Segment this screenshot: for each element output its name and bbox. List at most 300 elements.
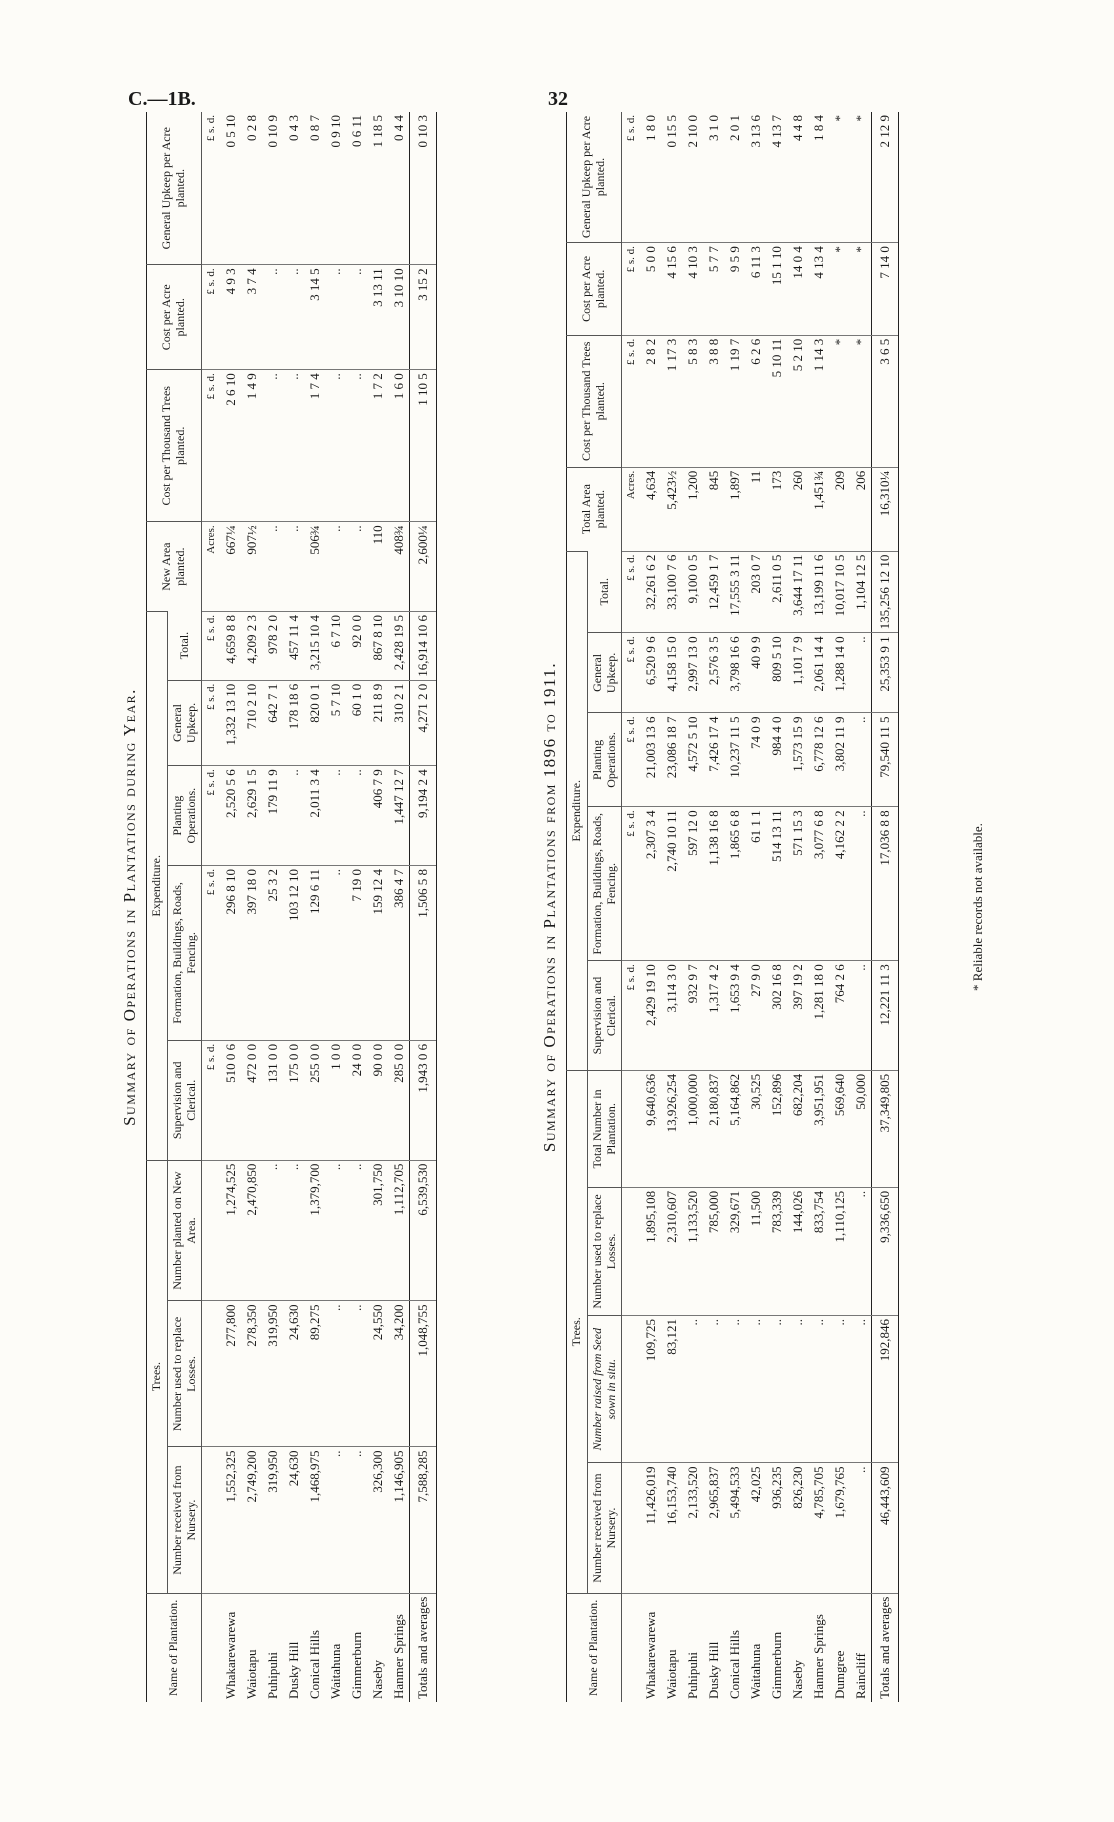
unit-cell: £ s. d. <box>622 335 641 467</box>
table-cell: 472 0 0 <box>241 1040 262 1160</box>
table-row <box>766 112 787 1702</box>
table-cell: 211 8 9 <box>367 680 388 766</box>
table-row <box>220 112 241 1702</box>
table-cell: 4 13 7 <box>768 115 784 148</box>
unit-cell <box>622 1070 641 1187</box>
table-cell: 310 2 1 <box>388 680 410 766</box>
table-cell: .. <box>850 1187 872 1315</box>
table-cell: 61 1 1 <box>745 807 766 961</box>
unit-cell: £ s. d. <box>622 243 641 336</box>
table-cell: 5,423½ <box>661 467 682 551</box>
table-cell: 131 0 0 <box>262 1040 283 1160</box>
table-cell: 9 5 9 <box>724 243 745 336</box>
table-cell: 1 7 4 <box>304 370 325 522</box>
plantation-name: Puhipuhi <box>262 1593 283 1702</box>
table-cell: 159 12 4 <box>367 866 388 1041</box>
table-cell: 144,026 <box>787 1187 808 1315</box>
t2-col-total-area: Total Area planted. <box>567 467 622 551</box>
table-cell: 1 17 3 <box>661 335 682 467</box>
table-cell: 506¾ <box>304 522 325 612</box>
table-row <box>367 112 388 1702</box>
table-cell: .. <box>346 522 367 612</box>
table-cell: 2 0 1 <box>726 115 742 141</box>
table-cell: 1,101 7 9 <box>787 633 808 713</box>
table-cell: 7 14 0 <box>872 243 899 336</box>
t1-col-upkeep: General Upkeep. <box>167 680 202 766</box>
table-row <box>724 112 745 1702</box>
table-cell: 11,426,019 <box>640 1463 661 1593</box>
table-cell: 833,754 <box>808 1187 829 1315</box>
table-row <box>829 112 850 1702</box>
table-cell: 4 9 3 <box>220 265 241 370</box>
table-cell: 3 14 5 <box>304 265 325 370</box>
table-cell: 2,310,607 <box>661 1187 682 1315</box>
table-cell: 1,468,975 <box>304 1447 325 1593</box>
table-cell: 2,428 19 5 <box>388 611 410 680</box>
units-row <box>622 112 641 1702</box>
table-cell: 40 9 9 <box>745 633 766 713</box>
table-cell: 3 7 4 <box>241 265 262 370</box>
table-cell: 11,500 <box>745 1187 766 1315</box>
table-cell: 0 9 10 <box>327 115 343 148</box>
plantation-name: Dusky Hill <box>703 1593 724 1702</box>
table-cell: 4,659 8 8 <box>220 611 241 680</box>
table-cell: 3,951,951 <box>808 1070 829 1187</box>
table-cell: 21,003 13 6 <box>640 713 661 807</box>
table-cell: 5 0 0 <box>640 243 661 336</box>
table-cell: .. <box>346 265 367 370</box>
unit-cell <box>622 1315 641 1462</box>
table-cell: 682,204 <box>787 1070 808 1187</box>
t2-col-seed: Number raised from Seed sown in situ. <box>587 1315 622 1462</box>
table-cell: 0 8 7 <box>306 115 322 141</box>
t2-col-supervision: Supervision and Clerical. <box>587 961 622 1071</box>
document-id: C.—1B. <box>128 88 196 110</box>
table-cell: 1,447 12 7 <box>388 766 410 866</box>
table-cell: 9,640,636 <box>640 1070 661 1187</box>
table-row <box>703 112 724 1702</box>
table-cell: 406 7 9 <box>367 766 388 866</box>
table-cell: 4,271 2 0 <box>410 680 437 766</box>
unit-cell: £ s. d. <box>622 807 641 961</box>
table-cell: 285 0 0 <box>388 1040 410 1160</box>
table-cell: 24,630 <box>283 1301 304 1447</box>
table-cell: 173 <box>766 467 787 551</box>
t1-col-new-area-trees: Number planted on New Area. <box>167 1160 202 1301</box>
plantation-name: Naseby <box>367 1593 388 1702</box>
table-cell: 932 9 7 <box>682 961 703 1071</box>
table-cell: 1 8 4 <box>810 115 826 141</box>
table-cell: 3,802 11 9 <box>829 713 850 807</box>
table-cell: 5,494,533 <box>724 1463 745 1593</box>
table-cell: 110 <box>367 522 388 612</box>
table-cell: 11 <box>745 467 766 551</box>
table-cell: 2 12 9 <box>872 112 899 243</box>
table-cell: 32,261 6 2 <box>640 551 661 633</box>
table-cell: 152,896 <box>766 1070 787 1187</box>
table1-body <box>202 112 437 1702</box>
table1-title: Summary of Operations in Plantations during Year. <box>120 688 139 1126</box>
table-cell: 907½ <box>241 522 262 612</box>
plantation-name: Hanmer Springs <box>388 1593 410 1702</box>
table-cell: 2,061 14 4 <box>808 633 829 713</box>
table-cell: 785,000 <box>703 1187 724 1315</box>
table-cell: 408¾ <box>388 522 410 612</box>
table-cell: 3,798 16 6 <box>724 633 745 713</box>
table-cell: 845 <box>703 467 724 551</box>
table-cell: .. <box>850 1463 872 1593</box>
plantation-name: Raincliff <box>850 1593 872 1702</box>
table-cell: 15 1 10 <box>766 243 787 336</box>
table-cell: 4,634 <box>640 467 661 551</box>
table-row <box>304 112 325 1702</box>
table-cell: 4,572 5 10 <box>682 713 703 807</box>
table-cell: 1,897 <box>724 467 745 551</box>
table-cell: 710 2 10 <box>241 680 262 766</box>
table-cell: 192,846 <box>872 1315 899 1462</box>
table-cell: 1,200 <box>682 467 703 551</box>
table-cell: 6,539,530 <box>410 1160 437 1301</box>
table-cell: 4 15 6 <box>661 243 682 336</box>
unit-cell <box>202 1447 221 1593</box>
table-cell: 6 7 10 <box>325 611 346 680</box>
table-cell: 302 16 8 <box>766 961 787 1071</box>
unit-cell <box>202 1160 221 1301</box>
plantation-name: Dumgree <box>829 1593 850 1702</box>
table-cell: 4 13 4 <box>808 243 829 336</box>
table-cell: 25,353 9 1 <box>872 633 899 713</box>
table-cell: 27 9 0 <box>745 961 766 1071</box>
table-cell: 3 15 2 <box>410 265 437 370</box>
table-cell: .. <box>325 1160 346 1301</box>
table-cell: 1,112,705 <box>388 1160 410 1301</box>
table-cell: 2,470,850 <box>241 1160 262 1301</box>
table-cell: 1,679,765 <box>829 1463 850 1593</box>
table-cell: 83,121 <box>661 1315 682 1462</box>
totals-row <box>410 112 437 1702</box>
table-cell: 3,644 17 11 <box>787 551 808 633</box>
table-cell: 667¼ <box>220 522 241 612</box>
table-cell: 135,256 12 10 <box>872 551 899 633</box>
t2-col-name: Name of Plantation. <box>567 1593 622 1702</box>
table-cell: 1,104 12 5 <box>850 551 872 633</box>
table-cell: 0 6 11 <box>348 115 364 148</box>
table-cell: .. <box>346 1160 367 1301</box>
unit-cell <box>622 1187 641 1315</box>
table-cell: 7,588,285 <box>410 1447 437 1593</box>
table-cell: 14 0 4 <box>787 243 808 336</box>
table-cell: 984 4 0 <box>766 713 787 807</box>
table-cell: .. <box>325 265 346 370</box>
t1-col-cost-acre: Cost per Acre planted. <box>147 265 202 370</box>
table-cell: .. <box>724 1315 745 1462</box>
table-cell: 90 0 0 <box>367 1040 388 1160</box>
table-cell: 175 0 0 <box>283 1040 304 1160</box>
table-row <box>745 112 766 1702</box>
plantation-name: Waiotapu <box>661 1593 682 1702</box>
table-cell: 397 18 0 <box>241 866 262 1041</box>
unit-cell: £ s. d. <box>202 370 221 522</box>
table-cell: 60 1 0 <box>346 680 367 766</box>
t1-col-planting: Planting Operations. <box>167 766 202 866</box>
table-cell: 0 15 5 <box>663 115 679 148</box>
table-cell: 4,158 15 0 <box>661 633 682 713</box>
table-cell: .. <box>325 370 346 522</box>
table-cell: 2,011 3 4 <box>304 766 325 866</box>
table-cell: 6 2 6 <box>745 335 766 467</box>
t1-col-total: Total. <box>167 611 202 680</box>
table-cell: 33,100 7 6 <box>661 551 682 633</box>
table-cell: 319,950 <box>262 1301 283 1447</box>
table-cell: 319,950 <box>262 1447 283 1593</box>
table-cell: 2,749,200 <box>241 1447 262 1593</box>
table-cell: .. <box>283 1160 304 1301</box>
table-cell: 1,943 0 6 <box>410 1040 437 1160</box>
unit-cell: £ s. d. <box>622 551 641 633</box>
t2-col-cost-acre: Cost per Acre planted. <box>567 243 622 336</box>
plantation-name: Whakarewarewa <box>220 1593 241 1702</box>
table-cell: 936,235 <box>766 1463 787 1593</box>
table-cell: 2,600¼ <box>410 522 437 612</box>
table-cell: 23,086 18 7 <box>661 713 682 807</box>
table-cell: 4,785,705 <box>808 1463 829 1593</box>
unit-cell: £ s. d. <box>622 633 641 713</box>
table-cell: 1,317 4 2 <box>703 961 724 1071</box>
table-cell: .. <box>325 1447 346 1593</box>
unit-cell <box>202 1593 221 1702</box>
table-cell: .. <box>283 766 304 866</box>
t2-col-upkeep-acre: General Upkeep per Acre planted. <box>567 112 622 243</box>
table-cell: .. <box>850 713 872 807</box>
table-cell: .. <box>850 1315 872 1462</box>
table-cell: .. <box>346 1447 367 1593</box>
table-cell: * <box>850 243 872 336</box>
table-cell: 5 7 7 <box>703 243 724 336</box>
table-cell: 1,048,755 <box>410 1301 437 1447</box>
table-row <box>388 112 410 1702</box>
table-cell: 2 10 0 <box>684 115 700 148</box>
table-cell: 255 0 0 <box>304 1040 325 1160</box>
table-cell: 569,640 <box>829 1070 850 1187</box>
table-cell: 1,110,125 <box>829 1187 850 1315</box>
footnote: * Reliable records not available. <box>970 823 985 991</box>
table-cell: 1 8 0 <box>642 115 658 141</box>
t1-col-new-area: New Area planted. <box>147 522 202 612</box>
table-cell: * <box>829 243 850 336</box>
table-row <box>682 112 703 1702</box>
table-cell: 597 12 0 <box>682 807 703 961</box>
table-cell: 42,025 <box>745 1463 766 1593</box>
table-cell: 7,426 17 4 <box>703 713 724 807</box>
table-cell: .. <box>262 1160 283 1301</box>
table-cell: 209 <box>829 467 850 551</box>
table-cell: 2,740 10 11 <box>661 807 682 961</box>
table-cell: 764 2 6 <box>829 961 850 1071</box>
table-cell: 4,209 2 3 <box>241 611 262 680</box>
table-cell: 17,555 3 11 <box>724 551 745 633</box>
table-cell: .. <box>850 807 872 961</box>
unit-cell: £ s. d. <box>205 115 218 142</box>
table-cell: * <box>850 335 872 467</box>
table-cell: 1,895,108 <box>640 1187 661 1315</box>
table-cell: 1,332 13 10 <box>220 680 241 766</box>
table-cell: 5 8 3 <box>682 335 703 467</box>
table-cell: 2,180,837 <box>703 1070 724 1187</box>
table-cell: * <box>831 115 847 122</box>
table-row <box>808 112 829 1702</box>
table-cell: 1 0 0 <box>325 1040 346 1160</box>
table-cell: 24 0 0 <box>346 1040 367 1160</box>
t1-group-expenditure: Expenditure. <box>147 611 168 1160</box>
units-row <box>202 112 221 1702</box>
table-cell: 2,307 3 4 <box>640 807 661 961</box>
table-cell: 109,725 <box>640 1315 661 1462</box>
table-cell: 4,162 2 2 <box>829 807 850 961</box>
summary-during-year-section <box>120 112 437 1702</box>
table-cell: 1,138 16 8 <box>703 807 724 961</box>
table-cell: 2,629 1 5 <box>241 766 262 866</box>
table-cell: 3 8 8 <box>703 335 724 467</box>
table-cell: 0 4 4 <box>390 115 406 141</box>
table-cell: .. <box>346 766 367 866</box>
table-cell: 1 6 0 <box>388 370 410 522</box>
table-cell: 10,017 10 5 <box>829 551 850 633</box>
table-cell: 1,451¾ <box>808 467 829 551</box>
unit-cell: Acres. <box>202 522 221 612</box>
table-cell: .. <box>787 1315 808 1462</box>
t2-group-expenditure: Expenditure. <box>567 551 588 1070</box>
table-cell: 2 6 10 <box>220 370 241 522</box>
plantation-name: Hanmer Springs <box>808 1593 829 1702</box>
table-cell: 1,653 9 4 <box>724 961 745 1071</box>
unit-cell: £ s. d. <box>202 766 221 866</box>
table-cell: .. <box>850 633 872 713</box>
table-cell: 89,275 <box>304 1301 325 1447</box>
t2-col-planting: Planting Operations. <box>587 713 622 807</box>
unit-cell <box>202 1301 221 1447</box>
table-cell: 0 5 10 <box>222 115 238 148</box>
table-cell: 13,199 11 6 <box>808 551 829 633</box>
table-row <box>346 112 367 1702</box>
table-cell: 2,965,837 <box>703 1463 724 1593</box>
table-cell: .. <box>283 370 304 522</box>
table-cell: 277,800 <box>220 1301 241 1447</box>
table-cell: 0 10 3 <box>410 112 437 265</box>
table-cell: 1 14 3 <box>808 335 829 467</box>
table-cell: 0 4 3 <box>285 115 301 141</box>
table-cell: 3 10 10 <box>388 265 410 370</box>
table-cell: 642 7 1 <box>262 680 283 766</box>
t2-group-trees: Trees. <box>567 1070 588 1593</box>
page-number: 32 <box>548 88 568 110</box>
table-cell: 74 0 9 <box>745 713 766 807</box>
table-cell: 1 18 5 <box>369 115 385 148</box>
table-cell: 12,221 11 3 <box>872 961 899 1071</box>
table-cell: 3 1 0 <box>705 115 721 141</box>
table-cell: 386 4 7 <box>388 866 410 1041</box>
table-cell: * <box>829 335 850 467</box>
table-cell: 1,506 5 8 <box>410 866 437 1041</box>
t1-col-cost-thousand: Cost per Thousand Trees planted. <box>147 370 202 522</box>
table-cell: 5 10 11 <box>766 335 787 467</box>
table-cell: 6,778 12 6 <box>808 713 829 807</box>
table-cell: 457 11 4 <box>283 611 304 680</box>
table-cell: 2,576 3 5 <box>703 633 724 713</box>
table-cell: 206 <box>850 467 872 551</box>
table-cell: 16,914 10 6 <box>410 611 437 680</box>
t2-col-cost-thousand: Cost per Thousand Trees planted. <box>567 335 622 467</box>
plantation-name: Waitahuna <box>745 1593 766 1702</box>
table-cell: 17,036 8 8 <box>872 807 899 961</box>
table-cell: 4 4 8 <box>789 115 805 141</box>
table-cell: 5,164,862 <box>724 1070 745 1187</box>
table-cell: 2,429 19 10 <box>640 961 661 1071</box>
table-cell: 0 10 9 <box>264 115 280 148</box>
table-cell: 5 2 10 <box>787 335 808 467</box>
table-cell: 809 5 10 <box>766 633 787 713</box>
plantation-name: Waitahuna <box>325 1593 346 1702</box>
table-cell: .. <box>829 1315 850 1462</box>
unit-cell: £ s. d. <box>202 265 221 370</box>
unit-cell: £ s. d. <box>202 680 221 766</box>
table-cell: 1,552,325 <box>220 1447 241 1593</box>
unit-cell: £ s. d. <box>625 115 638 142</box>
table2-title: Summary of Operations in Plantations from 1896 to 1911. <box>540 661 559 1153</box>
table-cell: 25 3 2 <box>262 866 283 1041</box>
unit-cell: £ s. d. <box>202 1040 221 1160</box>
table-row <box>850 112 872 1702</box>
table-cell: 179 11 9 <box>262 766 283 866</box>
table2 <box>566 112 899 1702</box>
plantation-name: Dusky Hill <box>283 1593 304 1702</box>
table-cell: * <box>852 115 868 122</box>
table-cell: 326,300 <box>367 1447 388 1593</box>
t2-col-upkeep: General Upkeep. <box>587 633 622 713</box>
table-cell: .. <box>850 961 872 1071</box>
table-cell: 24,630 <box>283 1447 304 1593</box>
table-cell: 103 12 10 <box>283 866 304 1041</box>
table-cell: 50,000 <box>850 1070 872 1187</box>
table-cell: .. <box>703 1315 724 1462</box>
table-cell: 1 4 9 <box>241 370 262 522</box>
t1-col-upkeep-acre: General Upkeep per Acre planted. <box>147 112 202 265</box>
table-cell: 10,237 11 5 <box>724 713 745 807</box>
table-cell: 867 8 10 <box>367 611 388 680</box>
table-cell: 178 18 6 <box>283 680 304 766</box>
plantation-name: Waiotapu <box>241 1593 262 1702</box>
table-cell: 1 10 5 <box>410 370 437 522</box>
table-cell: .. <box>808 1315 829 1462</box>
plantation-name: Gimmerburn <box>346 1593 367 1702</box>
table-cell: 3 6 5 <box>872 335 899 467</box>
table-cell: 571 15 3 <box>787 807 808 961</box>
table-cell: 1,865 6 8 <box>724 807 745 961</box>
table-cell: .. <box>283 522 304 612</box>
table-cell: 1 7 2 <box>367 370 388 522</box>
table-cell: 9,194 2 4 <box>410 766 437 866</box>
table-cell: 79,540 11 5 <box>872 713 899 807</box>
plantation-name: Conical Hills <box>304 1593 325 1702</box>
table-cell: 13,926,254 <box>661 1070 682 1187</box>
table-cell: .. <box>325 766 346 866</box>
unit-cell: £ s. d. <box>622 961 641 1071</box>
table-row <box>787 112 808 1702</box>
table-cell: 9,100 0 5 <box>682 551 703 633</box>
t2-col-total: Total. <box>587 551 622 633</box>
table-cell: 2 8 2 <box>640 335 661 467</box>
table-cell: 9,336,650 <box>872 1187 899 1315</box>
table-cell: 2,611 0 5 <box>766 551 787 633</box>
